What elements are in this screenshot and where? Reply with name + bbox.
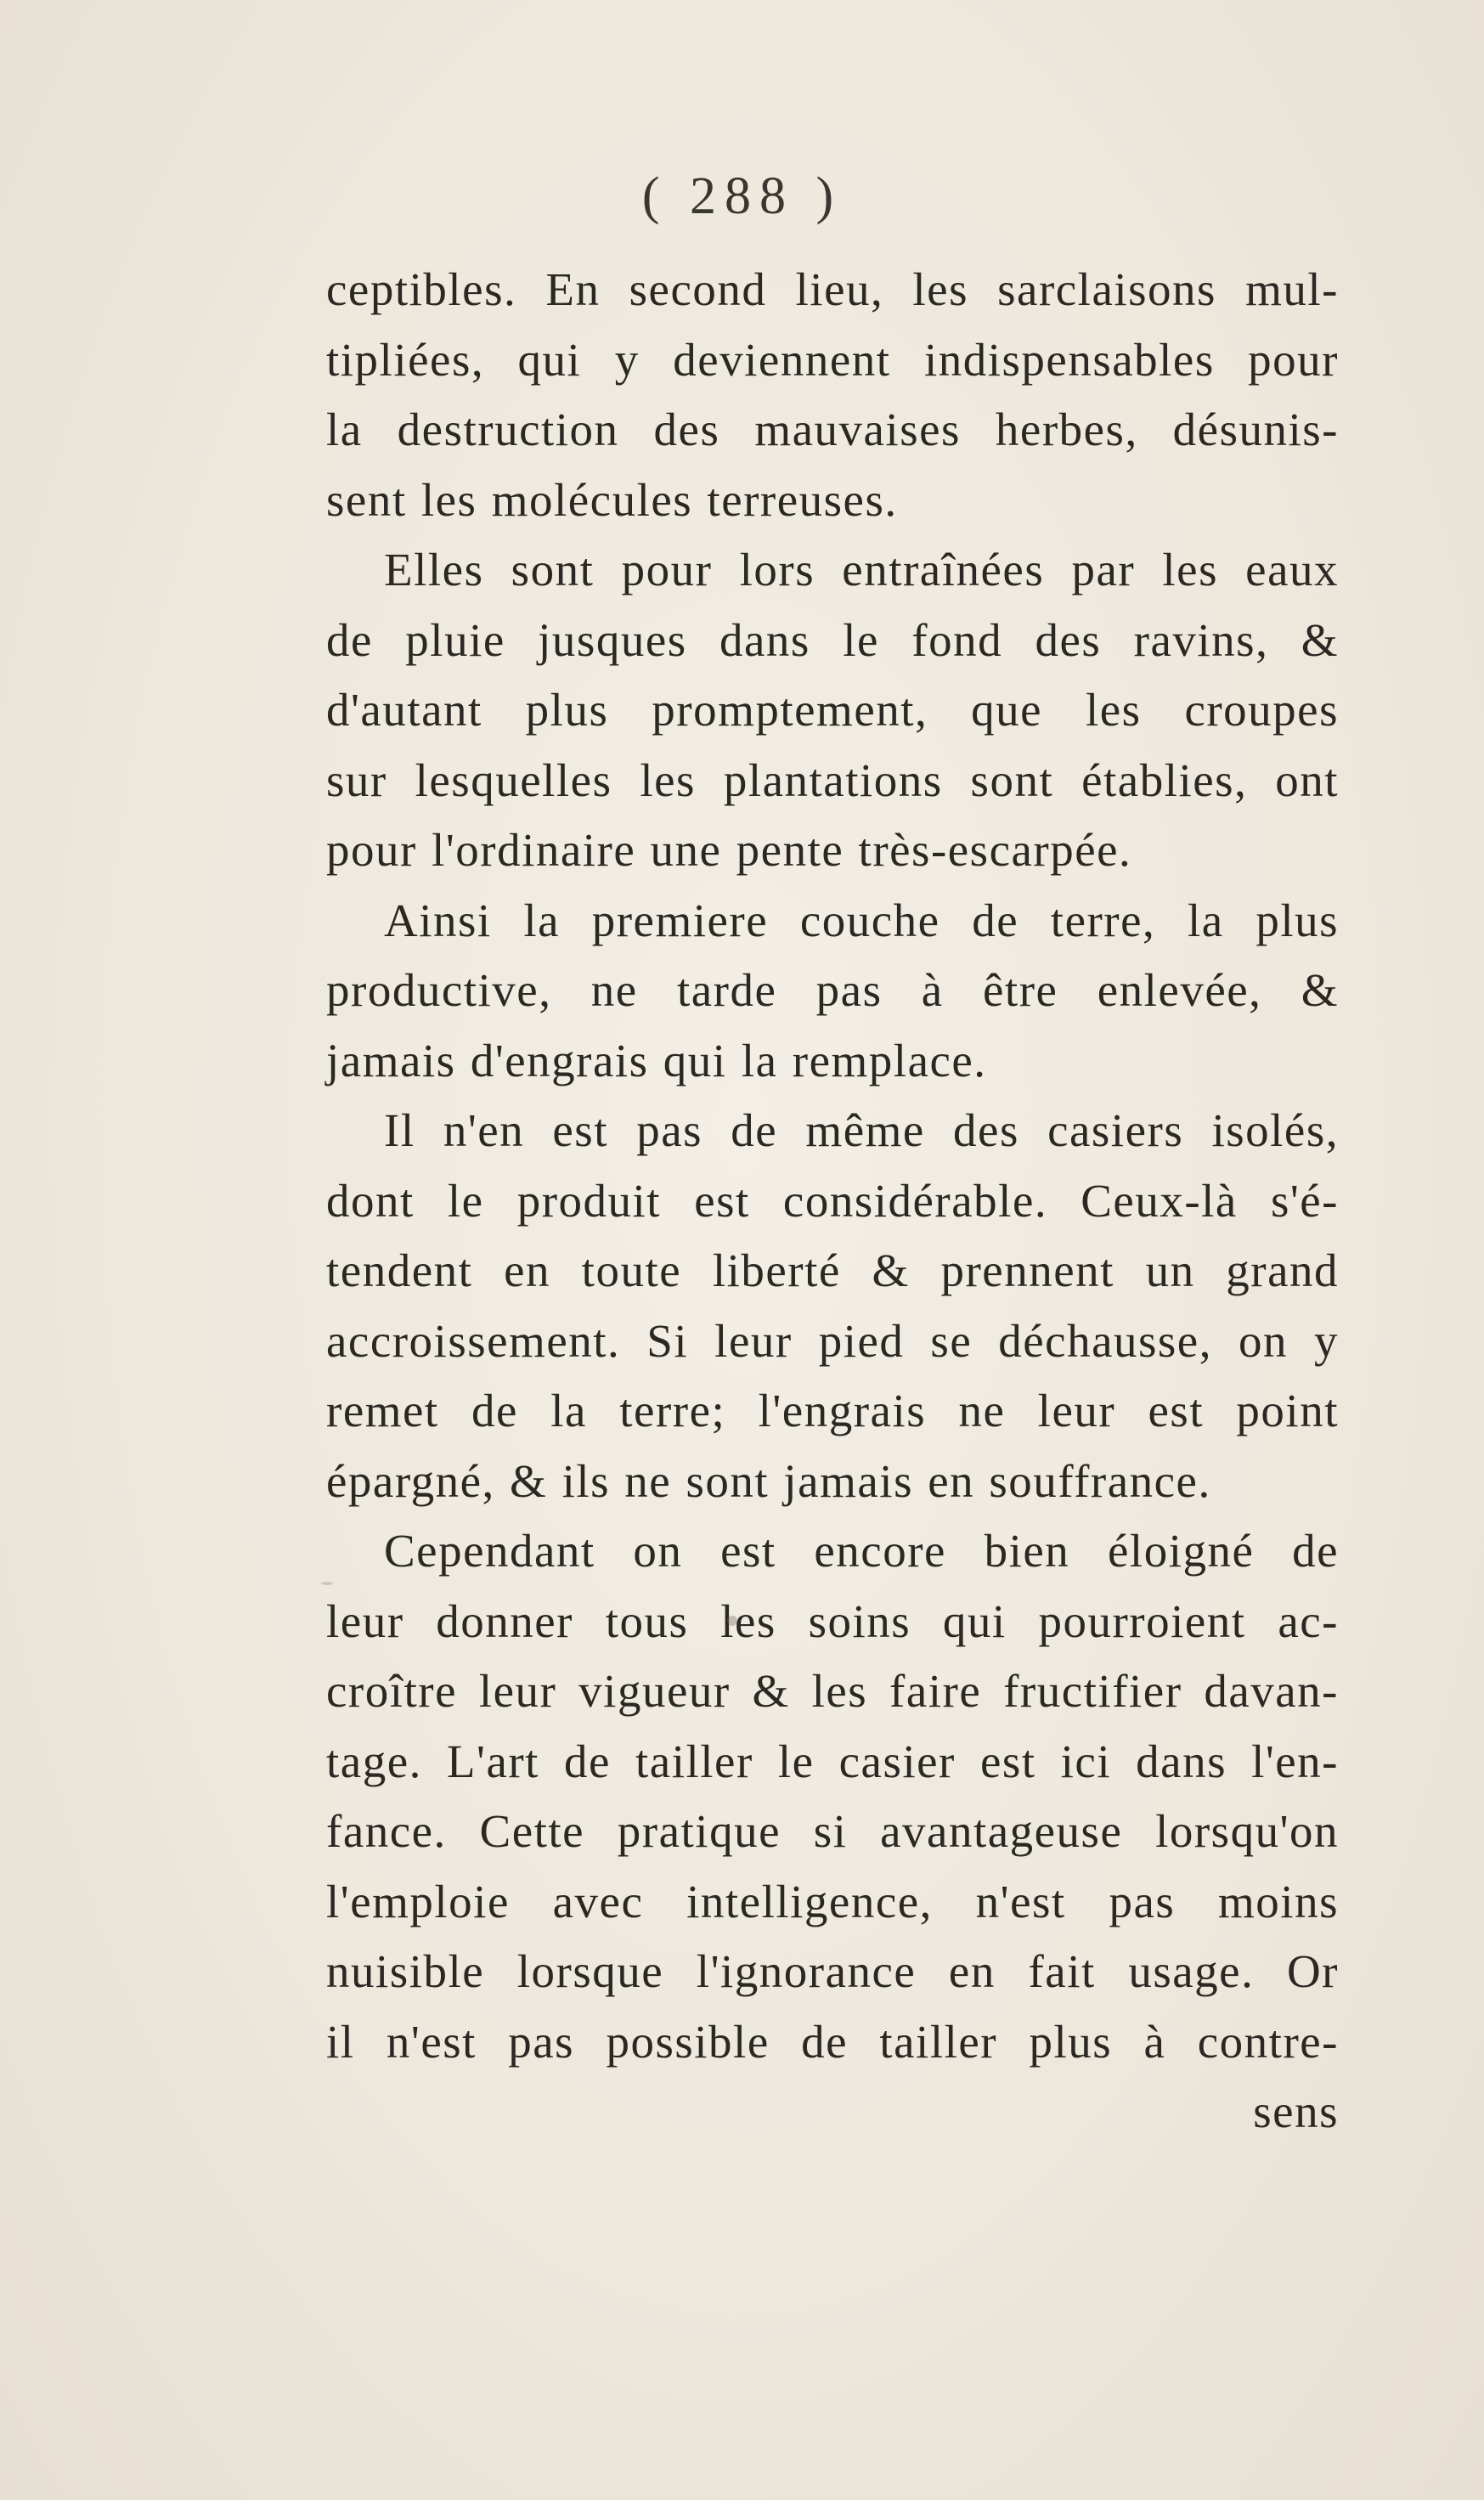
text-line: Cependant on est encore bien éloigné de: [384, 1525, 1339, 1577]
text-line: fance. Cette pratique si avantageuse lorsqu'on: [326, 1805, 1339, 1857]
text-line: épargné, & ils ne sont jamais en souffrance.: [326, 1454, 1211, 1507]
text-line: leur donner tous les soins qui pourroient ac-: [326, 1594, 1339, 1647]
text-line: tage. L'art de tailler le casier est ici dans l'en-: [326, 1735, 1339, 1787]
text-line: jamais d'engrais qui la remplace.: [326, 1034, 987, 1086]
text-line: l'emploie avec intelligence, n'est pas moins: [326, 1875, 1339, 1927]
text-line: il n'est pas possible de tailler plus à contre-: [326, 2015, 1339, 2068]
text-line: Il n'en est pas de même des casiers isolés,: [384, 1104, 1339, 1156]
text-line: tendent en toute liberté & prennent un grand: [326, 1244, 1339, 1296]
text-line: accroissement. Si leur pied se déchausse, on y: [326, 1314, 1339, 1367]
text-line: pour l'ordinaire une pente très-escarpée.: [326, 824, 1132, 876]
text-line: Ainsi la premiere couche de terre, la plus: [384, 894, 1339, 946]
text-line: croître leur vigueur & les faire fructifier davan-: [326, 1665, 1339, 1717]
text-line: d'autant plus promptement, que les croupes: [326, 684, 1339, 736]
ink-speck: [727, 1616, 737, 1626]
text-line: remet de la terre; l'engrais ne leur est point: [326, 1385, 1339, 1436]
text-line: Elles sont pour lors entraînées par les eaux: [384, 544, 1339, 595]
text-line: sent les molécules terreuses.: [326, 473, 898, 526]
catchword: sens: [1253, 2085, 1339, 2137]
body-text: [326, 255, 1339, 2147]
text-line: de pluie jusques dans le fond des ravins, &: [326, 613, 1339, 666]
page-number-header: ( 288 ): [641, 167, 843, 225]
text-line: productive, ne tarde pas à être enlevée, &: [326, 964, 1339, 1016]
text-line: tipliées, qui y deviennent indispensables pour: [326, 333, 1339, 386]
text-line: nuisible lorsque l'ignorance en fait usage. Or: [326, 1945, 1339, 1997]
text-line: la destruction des mauvaises herbes, désunis-: [326, 403, 1339, 455]
text-line: dont le produit est considérable. Ceux-là s'é-: [326, 1174, 1339, 1227]
text-line: ceptibles. En second lieu, les sarclaisons mul-: [326, 263, 1339, 315]
text-line: sur lesquelles les plantations sont établies, ont: [326, 753, 1339, 806]
ink-speck: [321, 1582, 333, 1585]
